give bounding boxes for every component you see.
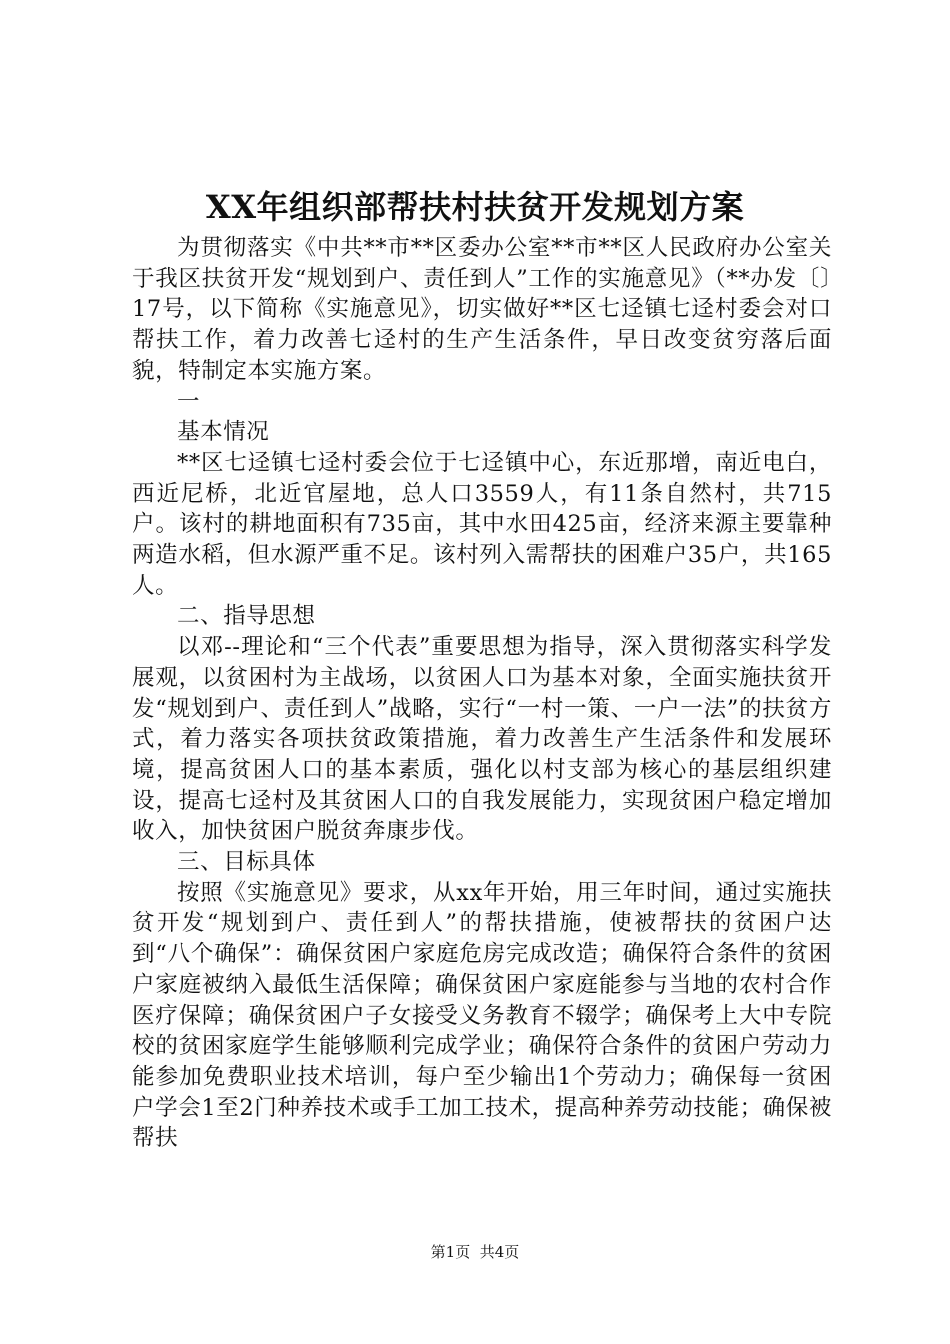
document-title: XX年组织部帮扶村扶贫开发规划方案 xyxy=(205,188,745,226)
page-number: 第1页 xyxy=(430,1243,471,1261)
paragraph-specific-goals: 按照《实施意见》要求，从xx年开始，用三年时间，通过实施扶贫开发“规划到户、责任到人”的帮扶措施，使被帮扶的贫困户达到“八个确保”：确保贫困户家庭危房完成改造；确保符合条件的贫困户家庭被纳入最低生活保障；确保贫困户家庭能参与当地的农村合作医疗保障；确保贫困户子女接受义务教育不辍学；确保考上大中专院校的贫困家庭学生能够顺利完成学业；确保符合条件的贫困户劳动力能参加免费职业技术培训，每户至少输出1个劳动力；确保每一贫困户学会1至2门种养技术或手工加工技术，提高种养劳动技能；确保被帮扶 xyxy=(132,879,832,1152)
paragraph-intro: 为贯彻落实《中共**市**区委办公室**市**区人民政府办公室关于我区扶贫开发“规划到户、责任到人”工作的实施意见》（**办发〔〕17号，以下简称《实施意见》，切实做好**区七迳镇七迳村委会对口帮扶工作，着力改善七迳村的生产生活条件，早日改变贫穷落后面貌，特制定本实施方案。 xyxy=(132,235,832,384)
section-number-one: 一 xyxy=(177,388,201,415)
paragraph-basic-situation: **区七迳镇七迳村委会位于七迳镇中心，东近那增，南近电白，西近尼桥，北近官屋地，总人口3559人，有11条自然村，共715户。该村的耕地面积有735亩，其中水田425亩，经济来源主要靠种两造水稻，但水源严重不足。该村列入需帮扶的困难户35户，共165人。 xyxy=(132,449,832,599)
section-heading-guiding-ideology: 二、指导思想 xyxy=(177,603,316,630)
document-body xyxy=(132,233,832,1154)
section-heading-specific-goals: 三、目标具体 xyxy=(177,849,316,876)
page-total: 共4页 xyxy=(479,1243,520,1261)
page-footer xyxy=(0,1242,950,1262)
section-heading-basic-situation: 基本情况 xyxy=(177,419,270,446)
paragraph-guiding-ideology: 以邓--理论和“三个代表”重要思想为指导，深入贯彻落实科学发展观，以贫困村为主战场，以贫困人口为基本对象，全面实施扶贫开发“规划到户、责任到人”战略，实行“一村一策、一户一法”的扶贫方式，着力落实各项扶贫政策措施，着力改善生产生活条件和发展环境，提高贫困人口的基本素质，强化以村支部为核心的基层组织建设，提高七迳村及其贫困人口的自我发展能力，实现贫困户稳定增加收入，加快贫困户脱贫奔康步伐。 xyxy=(132,634,832,845)
